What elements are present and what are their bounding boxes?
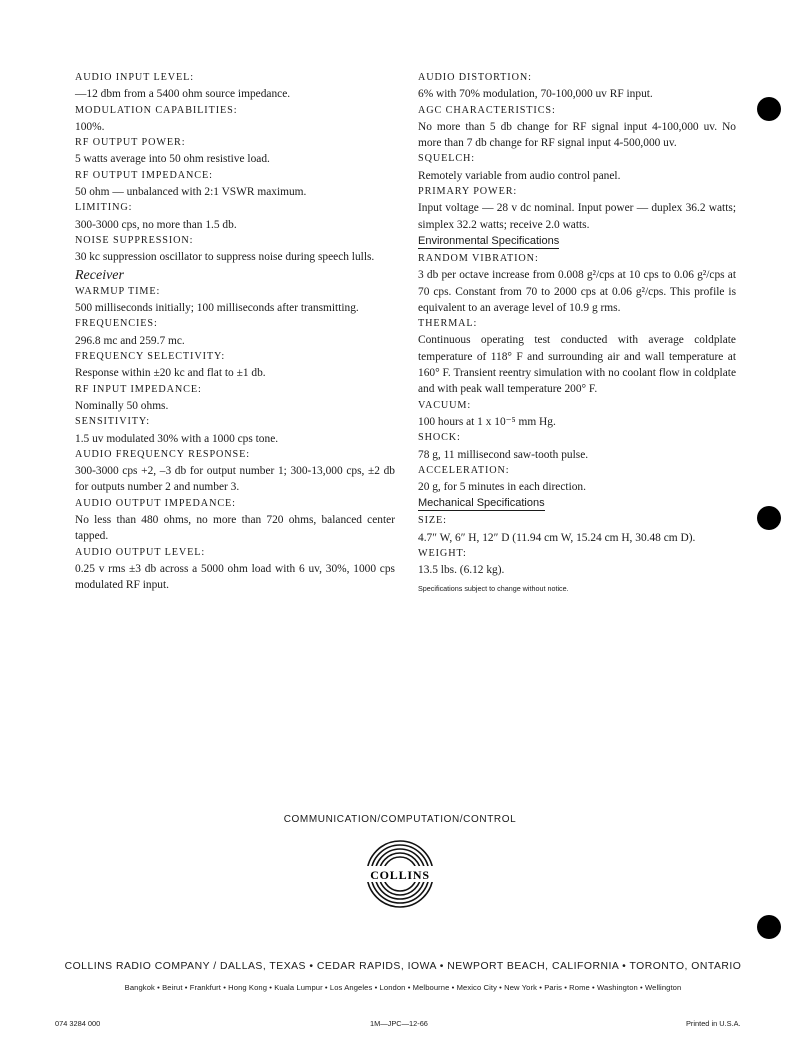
spec-item — [75, 316, 395, 349]
spec-value: 78 g, 11 millisecond saw-tooth pulse. — [418, 448, 589, 461]
spec-value: 30 kc suppression oscillator to suppress noise during speech lulls. — [75, 251, 375, 264]
spec-item — [418, 70, 736, 103]
spec-item — [418, 430, 736, 463]
receiver-heading: Receiver — [75, 267, 124, 283]
document-number: 074 3284 000 — [55, 1019, 101, 1028]
spec-item — [418, 184, 736, 233]
binder-hole-middle — [757, 506, 781, 530]
receiver-spec-list — [75, 284, 395, 594]
spec-value: Remotely variable from audio control panel. — [418, 169, 621, 182]
spec-label: SENSITIVITY: — [75, 416, 150, 428]
spec-value: 4.7″ W, 6″ H, 12″ D (11.94 cm W, 15.24 cm H, 30.48 cm D). — [418, 531, 696, 544]
right-column — [418, 70, 736, 597]
spec-value: 296.8 mc and 259.7 mc. — [75, 334, 185, 347]
binder-hole-bottom — [757, 915, 781, 939]
spec-value: 20 g, for 5 minutes in each direction. — [418, 481, 586, 494]
spec-label: RF OUTPUT IMPEDANCE: — [75, 169, 213, 181]
environmental-heading: Environmental Specifications — [418, 234, 560, 247]
general-spec-list — [418, 70, 736, 233]
spec-item — [418, 463, 736, 496]
spec-value: 100%. — [75, 120, 105, 133]
spec-value: 1.5 uv modulated 30% with a 1000 cps tone. — [75, 432, 279, 445]
transmitter-spec-list — [75, 70, 395, 266]
spec-label: RF OUTPUT POWER: — [75, 137, 186, 149]
spec-item — [75, 382, 395, 415]
spec-value: No less than 480 ohms, no more than 720 ohms, balanced center tapped. — [75, 514, 395, 543]
environmental-spec-list — [418, 251, 736, 495]
spec-label: SHOCK: — [418, 432, 461, 444]
spec-label: FREQUENCIES: — [75, 318, 158, 330]
spec-item — [75, 103, 395, 136]
spec-item — [75, 414, 395, 447]
spec-label: WEIGHT: — [418, 548, 467, 560]
left-column — [75, 70, 395, 594]
spec-value: 100 hours at 1 x 10⁻⁵ mm Hg. — [418, 415, 556, 428]
spec-value: 300-3000 cps, no more than 1.5 db. — [75, 218, 237, 231]
spec-value: 50 ohm — unbalanced with 2:1 VSWR maximum. — [75, 186, 307, 199]
spec-item — [75, 135, 395, 168]
spec-label: MODULATION CAPABILITIES: — [75, 104, 238, 116]
spec-value: 500 milliseconds initially; 100 milliseconds after transmitting. — [75, 302, 359, 315]
spec-label: ACCELERATION: — [418, 464, 510, 476]
spec-label: NOISE SUPPRESSION: — [75, 234, 194, 246]
spec-value: 0.25 v rms ±3 db across a 5000 ohm load with 6 uv, 30%, 1000 cps modulated RF input. — [75, 562, 395, 592]
spec-item — [75, 496, 395, 545]
spec-value: 3 db per octave increase from 0.008 g²/cps at 10 cps to 0.06 g²/cps at 70 cps. Constant from 70 to 2000 cps at 0.06 g²/cps. This profile is equivalent to an average level of 10.9 g rms. — [418, 269, 736, 314]
spec-value: 300-3000 cps +2, –3 db for output number 1; 300-13,000 cps, ±2 db for outputs number 2 and number 3. — [75, 465, 395, 494]
spec-value: —12 dbm from a 5400 ohm source impedance. — [75, 88, 291, 101]
spec-value: Continuous operating test conducted with average coldplate temperature of 118° F and surrounding air and wall temperature at 160° F. Transient reentry simulation with no coolant flow in coldplate and with peak wall temperature 200° F. — [418, 334, 736, 396]
logo-text: COLLINS — [370, 868, 430, 882]
spec-label: AUDIO DISTORTION: — [418, 72, 532, 83]
spec-label: SIZE: — [418, 515, 447, 527]
spec-value: 13.5 lbs. (6.12 kg). — [418, 564, 505, 577]
printed-in-usa: Printed in U.S.A. — [686, 1019, 741, 1028]
spec-label: RF INPUT IMPEDANCE: — [75, 383, 202, 395]
spec-value: 6% with 70% modulation, 70-100,000 uv RF input. — [418, 88, 653, 101]
spec-label: SQUELCH: — [418, 153, 476, 165]
spec-value: Response within ±20 kc and flat to ±1 db. — [75, 367, 266, 380]
spec-item — [75, 545, 395, 594]
spec-label: FREQUENCY SELECTIVITY: — [75, 351, 226, 363]
mechanical-heading: Mechanical Specifications — [418, 497, 545, 510]
spec-item — [418, 513, 736, 546]
spec-item — [418, 151, 736, 184]
spec-item — [418, 546, 736, 579]
spec-label: AUDIO OUTPUT LEVEL: — [75, 546, 206, 558]
spec-label: THERMAL: — [418, 318, 478, 330]
spec-label: AUDIO INPUT LEVEL: — [75, 72, 195, 83]
spec-item — [418, 316, 736, 397]
spec-label: AUDIO FREQUENCY RESPONSE: — [75, 448, 250, 460]
binder-hole-top — [757, 97, 781, 121]
mechanical-spec-list — [418, 513, 736, 578]
spec-value: Input voltage — 28 v dc nominal. Input power — duplex 36.2 watts; simplex 32.2 watts; receive 2.0 watts. — [418, 202, 736, 231]
spec-label: RANDOM VIBRATION: — [418, 252, 539, 264]
spec-label: VACUUM: — [418, 399, 472, 411]
spec-item — [418, 398, 736, 431]
footnote: Specifications subject to change without notice. — [418, 583, 569, 593]
spec-label: LIMITING: — [75, 202, 133, 214]
spec-value: 5 watts average into 50 ohm resistive load. — [75, 153, 270, 166]
spec-item — [75, 447, 395, 496]
print-code: 1M—JPC—12-66 — [370, 1019, 428, 1028]
spec-item — [75, 168, 395, 201]
company-tagline: COMMUNICATION/COMPUTATION/CONTROL — [283, 814, 517, 825]
spec-label: WARMUP TIME: — [75, 285, 161, 297]
spec-item — [75, 349, 395, 382]
spec-item — [75, 233, 395, 266]
spec-item — [75, 70, 395, 103]
spec-label: PRIMARY POWER: — [418, 186, 518, 198]
spec-item — [418, 251, 736, 316]
spec-value: No more than 5 db change for RF signal input 4-100,000 uv. No more than 7 db change for RF signal input 4-500,000 uv. — [418, 120, 736, 150]
spec-item — [75, 284, 395, 317]
spec-item — [75, 200, 395, 233]
collins-logo — [364, 838, 436, 910]
spec-item — [418, 103, 736, 152]
international-offices-line: Bangkok • Beirut • Frankfurt • Hong Kong • Kuala Lumpur • Los Angeles • London • Melbourne • Mexico City • New York • Paris • Rome • Washington • Wellington — [124, 983, 682, 992]
spec-value: Nominally 50 ohms. — [75, 399, 169, 412]
company-address-line: COLLINS RADIO COMPANY / DALLAS, TEXAS • CEDAR RAPIDS, IOWA • NEWPORT BEACH, CALIFORNIA • TORONTO, ONTARIO — [64, 961, 742, 972]
spec-label: AUDIO OUTPUT IMPEDANCE: — [75, 497, 236, 509]
spec-label: AGC CHARACTERISTICS: — [418, 104, 556, 116]
